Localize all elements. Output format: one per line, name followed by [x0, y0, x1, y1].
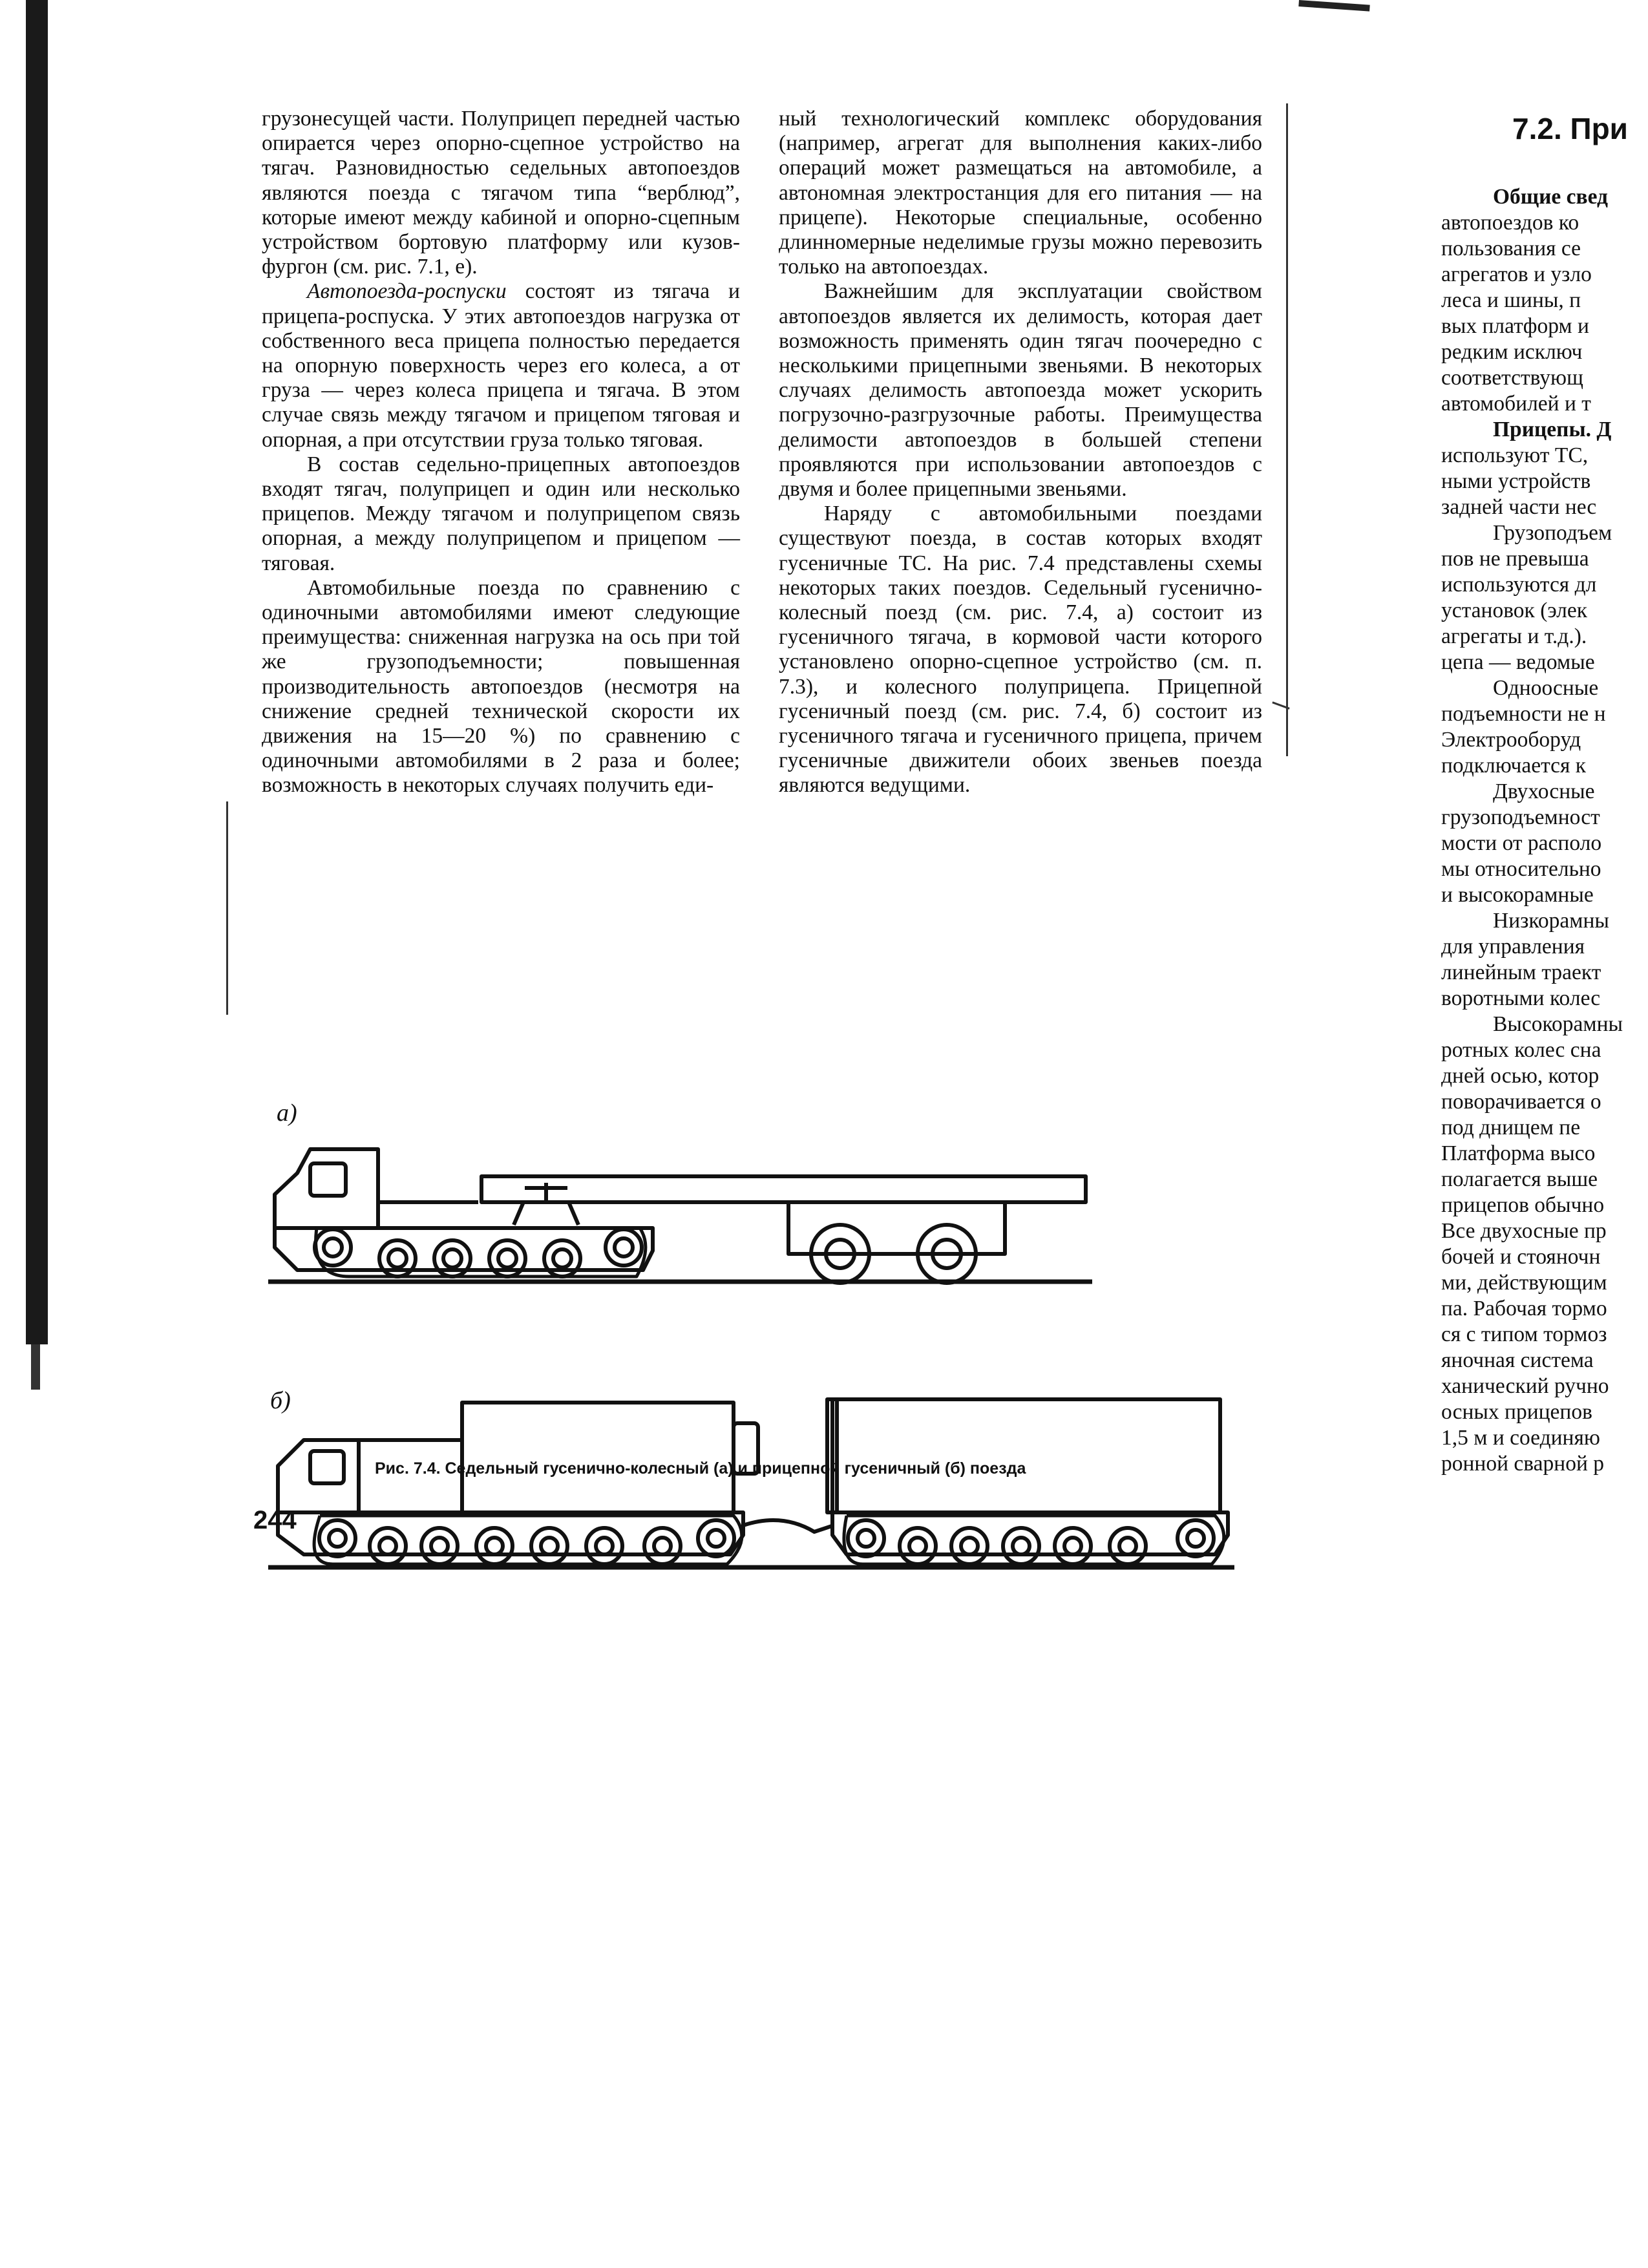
text-line: используют ТС,	[1441, 443, 1589, 467]
text-line: Низкорамны	[1493, 909, 1609, 933]
text-line: Платформа высо	[1441, 1141, 1596, 1165]
figure-label-b: б)	[270, 1387, 291, 1414]
text-line: прицепов обычно	[1441, 1193, 1605, 1217]
paragraph: грузонесущей части. Полуприцеп передней частью опирается через опорно-сцепное устройство на тягач. Разновидностью седельных автопоездов являются поезда с тягачом типа “верблюд”, которые имеют между кабиной и опорно-сцепным устройством бортовую платформу или кузов-фургон (см. рис. 7.1, е).	[262, 107, 740, 279]
text-line: Электрооборуд	[1441, 728, 1581, 752]
text-line: Прицепы. Д	[1493, 418, 1612, 441]
paragraph: В состав седельно-прицепных автопоездов входят тягач, полуприцеп и один или несколько прицепов. Между тягачом и полуприцепом связь опорная, а между полуприцепом и прицепом — тяговая.	[262, 452, 740, 575]
text-line: дней осью, котор	[1441, 1064, 1600, 1088]
text-line: под днищем пе	[1441, 1116, 1581, 1139]
text-line: ротных колес сна	[1441, 1038, 1601, 1062]
scan-binding-edge	[26, 0, 48, 1344]
paragraph-text: состоят из тягача и прицепа-роспуска. У этих автопоездов нагрузка от собственного веса прицепа полностью передается на опорную поверхность через его колеса, а от груза — через колеса прицепа и тягача. В этом случае связь между тягачом и прицепом тяговая и опорная, а при отсутствии груза только тяговая.	[262, 279, 740, 452]
tractor-road-wheels	[319, 1520, 734, 1564]
text-line: вых платформ и	[1441, 314, 1589, 338]
trailer-road-wheels	[848, 1520, 1214, 1564]
italic-term: Автопоезда-роспуски	[307, 279, 507, 304]
text-line: Все двухосные пр	[1441, 1219, 1607, 1243]
scan-binding-edge-tail	[31, 1344, 40, 1390]
text-line: используются дл	[1441, 573, 1597, 597]
margin-mark-right	[1286, 103, 1288, 756]
text-line: пов не превыша	[1441, 547, 1589, 571]
margin-mark-left	[226, 801, 228, 1015]
text-line: па. Рабочая тормо	[1441, 1297, 1607, 1320]
text-line: ронной сварной р	[1441, 1452, 1605, 1476]
text-line: цепа — ведомые	[1441, 650, 1595, 674]
section-heading: 7.2. При	[1512, 112, 1628, 145]
text-line: задней части нес	[1441, 495, 1597, 519]
figure-label-a: а)	[277, 1099, 297, 1127]
text-line: Грузоподъем	[1493, 521, 1612, 545]
text-line: осных прицепов	[1441, 1400, 1592, 1424]
text-line: ся с типом тормоз	[1441, 1322, 1607, 1346]
paragraph: Важнейшим для эксплуатации свойством автопоездов является их делимость, которая дает возможность применять один тягач поочередно с несколькими прицепными звеньями. В некоторых случаях делимость автопоезда может ускорить погрузочно-разгрузочные работы. Преимущества делимости автопоездов в большей степени проявляются при использовании автопоездов с двумя и более прицепными звеньями.	[779, 279, 1262, 502]
text-line: автомобилей и т	[1441, 392, 1591, 416]
text-line: подъемности не н	[1441, 702, 1606, 726]
text-column-1	[262, 107, 740, 798]
text-line: воротными колес	[1441, 986, 1601, 1010]
page-number: 244	[253, 1506, 297, 1534]
text-line: редким исключ	[1441, 340, 1583, 364]
text-line: установок (элек	[1441, 599, 1587, 622]
text-line: бочей и стояночн	[1441, 1245, 1601, 1269]
text-line: линейным траект	[1441, 960, 1601, 984]
text-line: леса и шины, п	[1441, 288, 1581, 312]
text-column-2	[779, 107, 1262, 798]
text-line: Одноосные	[1493, 676, 1599, 700]
text-line: мы относительно	[1441, 857, 1601, 881]
text-line: Двухосные	[1493, 779, 1595, 803]
scan-corner-mark	[1298, 0, 1369, 12]
diagram-b-tracked-tractor-tracked-trailer	[268, 1399, 1234, 1567]
text-line: Общие свед	[1493, 185, 1608, 209]
paragraph	[262, 279, 740, 452]
text-line: для управления	[1441, 935, 1585, 959]
text-line: соответствующ	[1441, 366, 1583, 390]
text-line: агрегаты и т.д.).	[1441, 624, 1587, 648]
text-line: ханический ручно	[1441, 1374, 1609, 1398]
diagram-a-tracked-tractor-semitrailer	[268, 1149, 1092, 1283]
text-line: агрегатов и узло	[1441, 262, 1592, 286]
text-line: ми, действующим	[1441, 1271, 1607, 1295]
text-line: мости от располо	[1441, 831, 1602, 855]
text-line: пользования се	[1441, 237, 1581, 260]
paragraph: ный технологический комплекс оборудования (например, агрегат для выполнения каких-либо операций может размещаться на автомобиле, а автономная электростанция для его питания — на прицепе). Некоторые специальные, особенно длинномерные неделимые грузы можно перевозить только на автопоездах.	[779, 107, 1262, 279]
text-line: автопоездов ко	[1441, 211, 1579, 235]
text-line: 1,5 м и соединяю	[1441, 1426, 1600, 1450]
figure-caption: Рис. 7.4. Седельный гусенично-колесный (а) и прицепной гусеничный (б) поезда	[375, 1459, 1026, 1478]
text-line: яночная система	[1441, 1348, 1594, 1372]
text-line: ными устройств	[1441, 469, 1591, 493]
text-line: и высокорамные	[1441, 883, 1594, 907]
text-line: Высокорамны	[1493, 1012, 1623, 1036]
text-line: подключается к	[1441, 754, 1587, 778]
right-page-text-column	[1441, 184, 1648, 1477]
text-line: поворачивается о	[1441, 1090, 1601, 1114]
paragraph: Автомобильные поезда по сравнению с одиночными автомобилями имеют следующие преимущества: сниженная нагрузка на ось при той же грузоподъемности; повышенная производительность автопоездов (несмотря на снижение средней технической скорости их движения на 15—20 %) по сравнению с одиночными автомобилями в 2 раза и более; возможность в некоторых случаях получить еди-	[262, 575, 740, 798]
text-line: грузоподъемност	[1441, 805, 1600, 829]
text-line: полагается выше	[1441, 1167, 1598, 1191]
paragraph: Наряду с автомобильными поездами существуют поезда, в состав которых входят гусеничные ТС. На рис. 7.4 представлены схемы некоторых таких поездов. Седельный гусенично-колесный поезд (см. рис. 7.4, а) состоит из гусеничного тягача, в кормовой части которого установлено опорно-сцепное устройство (см. п. 7.3), и колесного полуприцепа. Прицепной гусеничный поезд (см. рис. 7.4, б) состоит из гусеничного тягача и гусеничного прицепа, причем гусеничные движители обоих звеньев поезда являются ведущими.	[779, 502, 1262, 798]
